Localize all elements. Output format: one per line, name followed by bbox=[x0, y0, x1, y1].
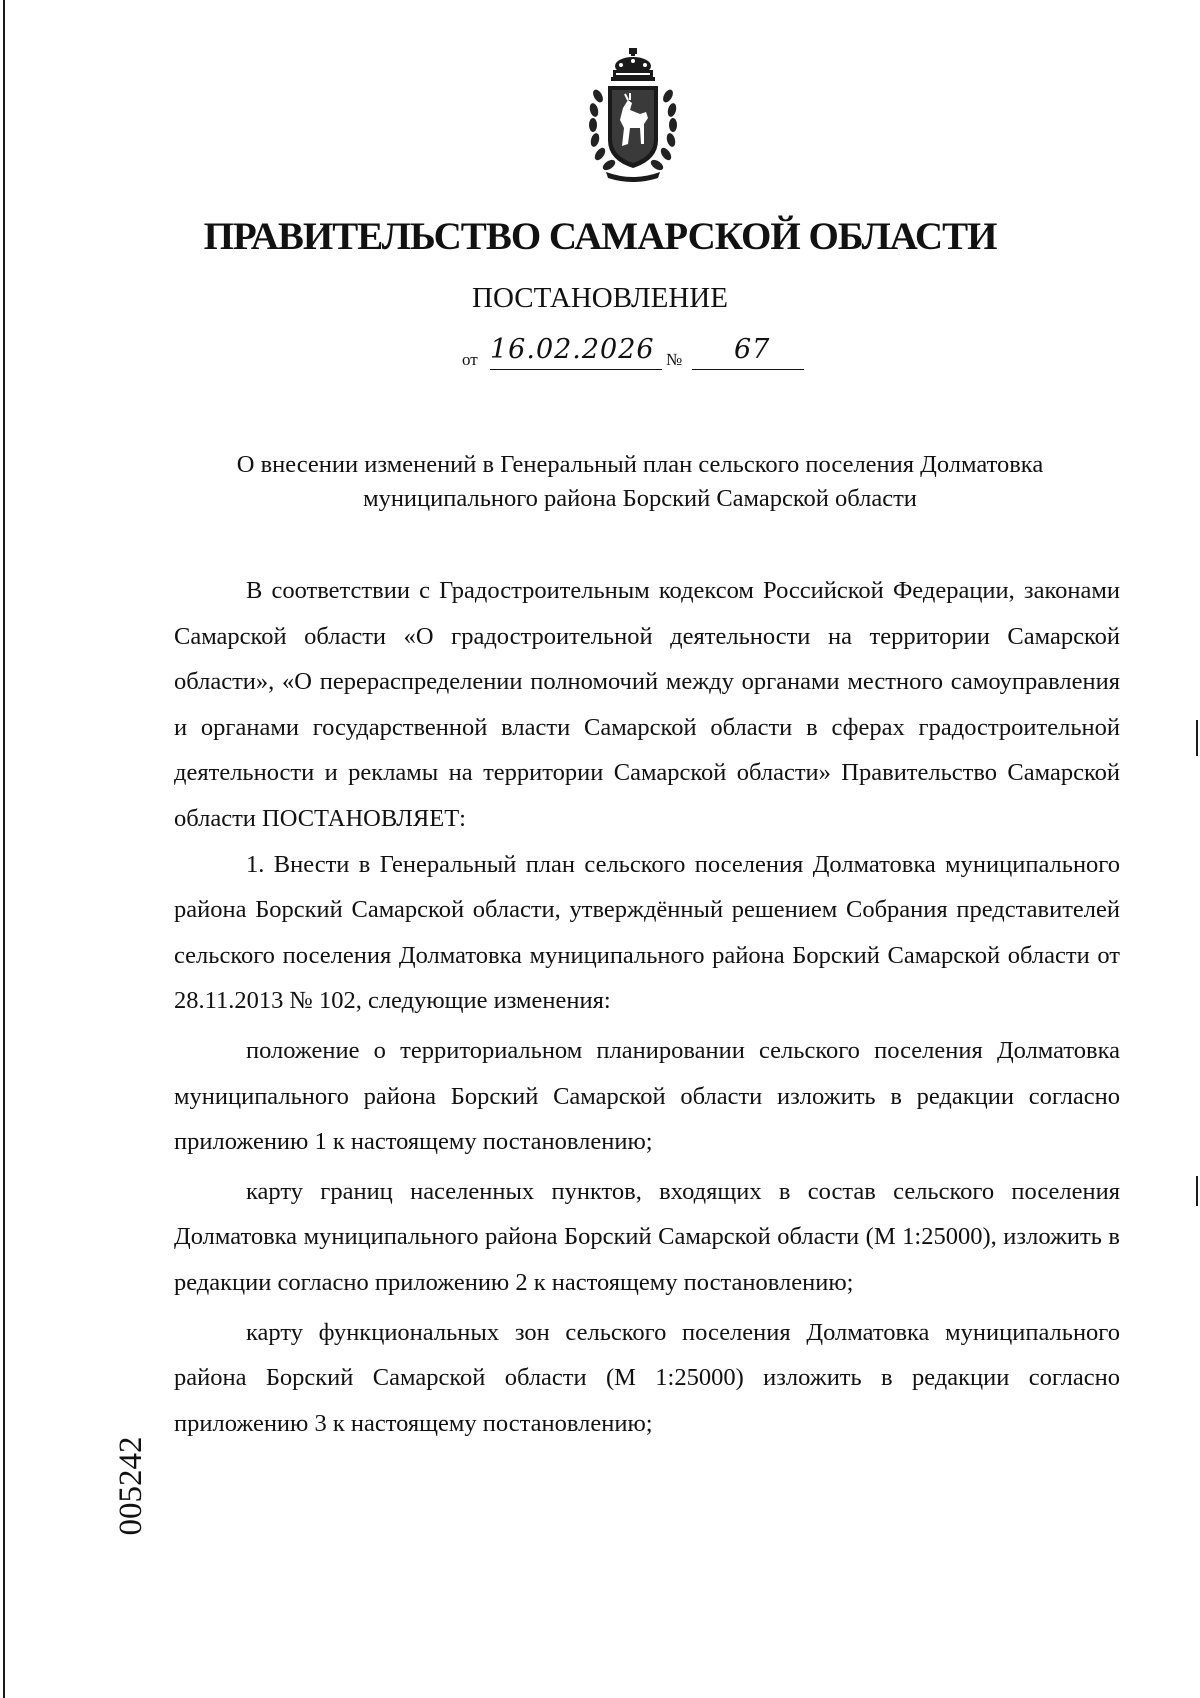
subject-line: муниципального района Борский Самарской области bbox=[363, 485, 917, 512]
amendment-item: положение о территориальном планировании сельского поселения Долматовка муниципального района Борский Самарской области изложить в редакции согласно приложению 1 к настоящему постановлению; bbox=[174, 1036, 1120, 1156]
handwritten-date: 16.02.2026 bbox=[490, 334, 655, 365]
decree-subject bbox=[150, 448, 1130, 516]
scan-edge-mark bbox=[1196, 720, 1198, 756]
date-underline bbox=[490, 369, 662, 370]
government-title: ПРАВИТЕЛЬСТВО САМАРСКОЙ ОБЛАСТИ bbox=[203, 215, 997, 258]
registration-number: 005242 bbox=[113, 1436, 149, 1536]
number-prefix: № bbox=[666, 350, 683, 369]
date-prefix: от bbox=[462, 350, 478, 369]
subject-line: О внесении изменений в Генеральный план сельского поселения Долматовка bbox=[236, 451, 1044, 478]
document-type: ПОСТАНОВЛЕНИЕ bbox=[472, 282, 728, 314]
amendment-item: карту функциональных зон сельского поселения Долматовка муниципального района Борский Самарской области (М 1:25000) изложить в редакции согласно приложению 3 к настоящему постановлению; bbox=[174, 1318, 1120, 1437]
decree-body bbox=[174, 568, 1120, 1446]
handwritten-number: 67 bbox=[734, 334, 771, 365]
point-1-paragraph: 1. Внести в Генеральный план сельского поселения Долматовка муниципального района Борский Самарской области, утверждённый решением Собрания представителей сельского поселения Долматовка муниципального района Борский Самарской области от 28.11.2013 № 102, следующие изменения: bbox=[174, 850, 1120, 1015]
scan-edge-mark bbox=[1196, 1176, 1198, 1206]
amendment-item: карту границ населенных пунктов, входящих в состав сельского поселения Долматовка муниципального района Борский Самарской области (М 1:25000), изложить в редакции согласно приложению 2 к настоящему постановлению; bbox=[174, 1177, 1120, 1296]
number-underline bbox=[692, 369, 804, 370]
preamble-paragraph: В соответствии с Градостроительным кодексом Российской Федерации, законами Самарской области «О градостроительной деятельности на территории Самарской области», «О перераспределении полномочий между органами местного самоуправления и органами государственной власти Самарской области в сферах градостроительной деятельности и рекламы на территории Самарской области» Правительство Самарской области ПОСТАНОВЛЯЕТ: bbox=[174, 577, 1120, 832]
samara-region-coat-of-arms-icon bbox=[588, 48, 678, 186]
